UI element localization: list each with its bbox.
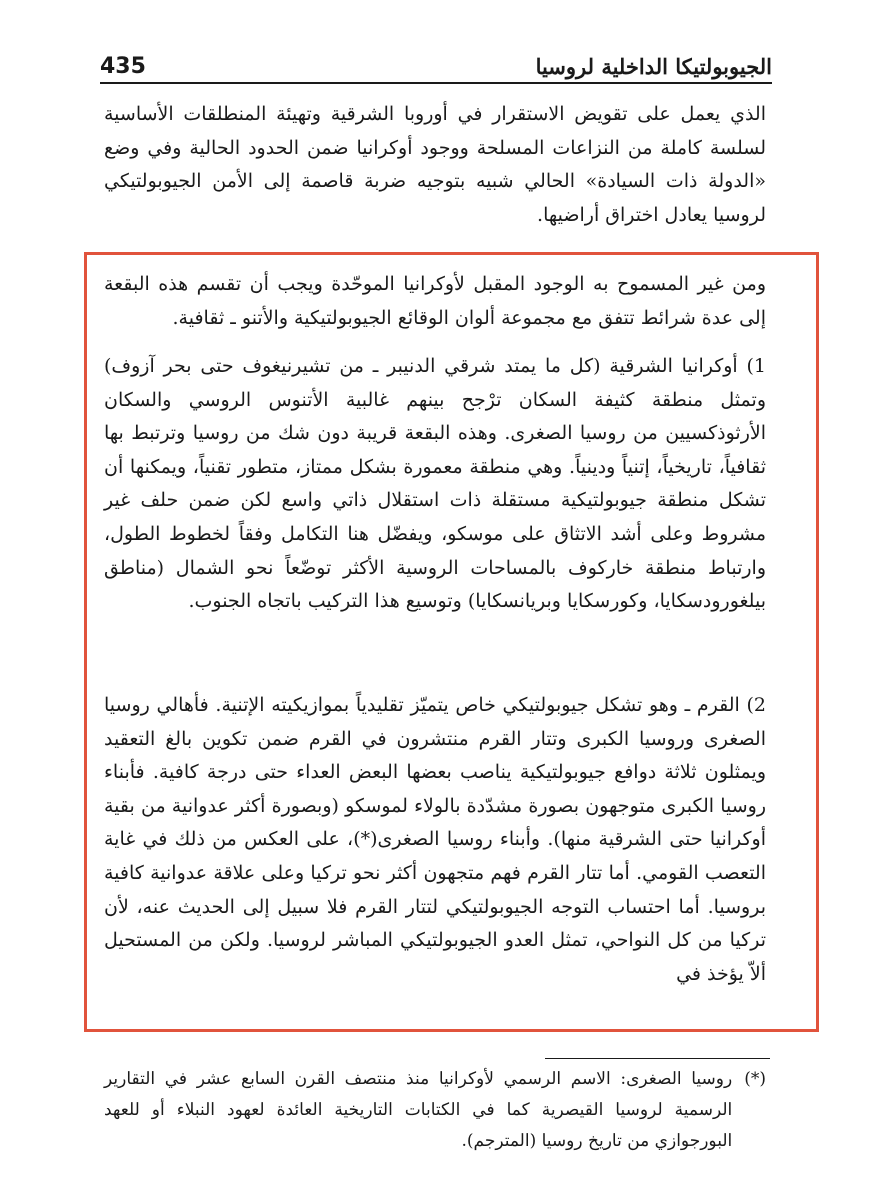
highlighted-paragraph-2: 1) أوكرانيا الشرقية (كل ما يمتد شرقي الدنيبر ـ من تشيرنيغوف حتى بحر آزوف) وتمثل منطقة كثيفة السكان ترْجح بينهم غالبية الأتنوس الروسي والسكان الأرثوذكسيين من روسيا الصغرى. وهذه البقعة قريبة دون شك من روسيا وترتبط بها ثقافياً، تاريخياً، إتنياً ودينياً. وهي منطقة معمورة بشكل ممتاز، متطور تقنياً، ويمكنها أن تشكل منطقة جيوبولتيكية مستقلة ذات استقلال ذاتي واسع لكن ضمن حلف غير مشروط وعلى أشد الاتثاق على موسكو، ويفضّل هنا التكامل وفقاً لخطوط الطول، وارتباط منطقة خاركوف بالمساحات الروسية الأكثر توضّعاً نحو الشمال (مناطق بيلغورودسكايا، وكورسكايا وبريانسكايا) وتوسيع هذا التركيب باتجاه الجنوب. xyxy=(104,355,766,613)
page-number: 435 xyxy=(100,54,146,79)
footnote-text: روسيا الصغرى: الاسم الرسمي لأوكرانيا منذ منتصف القرن السابع عشر في التقارير الرسمية لروسيا القيصرية كما في الكتابات التاريخية العائدة لعهود النبلاء أو للعهد البورجوازي من تاريخ روسيا (المترجم). xyxy=(104,1069,733,1151)
footnote xyxy=(104,1064,766,1157)
running-title: الجيوبولتيكا الداخلية لروسيا xyxy=(535,54,772,79)
footnote-marker: (*) xyxy=(744,1069,766,1089)
page-header xyxy=(100,38,772,80)
highlighted-paragraph-3: 2) القرم ـ وهو تشكل جيوبولتيكي خاص يتميّز تقليدياً بموازيكيته الإتنية. فأهالي روسيا الصغرى وروسيا الكبرى وتتار القرم منتشرون في القرم ضمن تكوين بالغ التعقيد ويمثلون ثلاثة دوافع جيوبولتيكية يناصب بعضها البعض العداء حتى درجة كافية. فأبناء روسيا الكبرى متوجهون بصورة مشدّدة بالولاء لموسكو (وبصورة أكثر عدوانية من بقية أوكرانيا حتى الشرقية منها). وأبناء روسيا الصغرى(*)، على العكس من ذلك في غاية التعصب القومي. أما تتار القرم فهم متجهون أكثر نحو تركيا وعلى علاقة عدوانية كافية بروسيا. أما احتساب التوجه الجيوبولتيكي لتتار القرم فلا سبيل إلى الحديث عنه، لأن تركيا من كل النواحي، تمثل العدو الجيوبولتيكي المباشر لروسيا. ولكن من المستحيل ألاّ يؤخذ في xyxy=(104,694,766,985)
header-divider xyxy=(100,82,772,84)
footnote-divider xyxy=(545,1058,770,1059)
highlighted-paragraph-1: ومن غير المسموح به الوجود المقبل لأوكرانيا الموحّدة ويجب أن تقسم هذه البقعة إلى عدة شرائط تتفق مع مجموعة ألوان الوقائع الجيوبولتيكية والأتنو ـ ثقافية. xyxy=(104,273,766,329)
intro-paragraph: الذي يعمل على تقويض الاستقرار في أوروبا الشرقية وتهيئة المنطلقات الأساسية لسلسة كاملة من النزاعات المسلحة ووجود أوكرانيا ضمن الحدود الحالية وفي وضع «الدولة ذات السيادة» الحالي شبيه بتوجيه ضربة قاصمة إلى الأمن الجيوبولتيكي لروسيا يعادل اختراق أراضيها. xyxy=(104,103,766,226)
